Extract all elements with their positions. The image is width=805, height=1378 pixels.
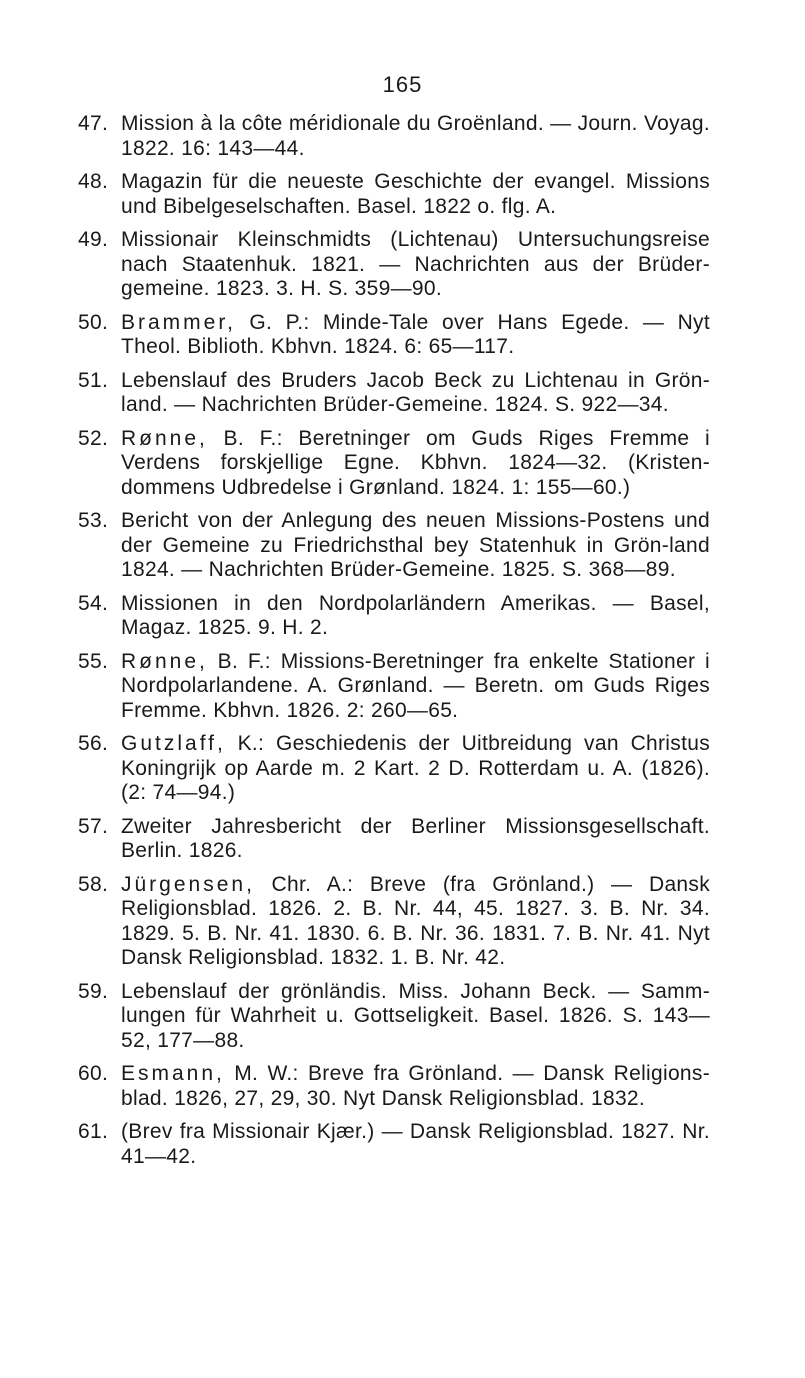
bibliography-entry [78,509,710,583]
bibliography-entry [78,732,710,806]
entry-text: Missionen in den Nordpolarländern Amerikas. — Basel, Magaz. 1825. 9. H. 2. [121,591,710,639]
bibliography-entry [78,1062,710,1111]
entry-author: Jürgensen, [121,872,255,896]
entry-author: Gutzlaff, [121,732,226,755]
entry-number: 49. [78,228,109,251]
entry-text: M. W.: Breve fra Grönland. — Dansk Religions-blad. 1826, 27, 29, 30. Nyt Dansk Religionsblad. 1832. [121,1062,710,1110]
bibliography-entry [78,980,710,1054]
entry-author: Esmann, [121,1062,225,1085]
entry-text: G. P.: Minde-Tale over Hans Egede. — Nyt Theol. Biblioth. Kbhvn. 1824. 6: 65—117. [121,310,710,358]
entry-number: 55. [78,649,109,673]
entry-number: 61. [78,1120,109,1143]
bibliography-entry [78,228,710,302]
entry-number: 51. [78,368,109,392]
entry-text: Zweiter Jahresbericht der Berliner Missionsgesellschaft. Berlin. 1826. [121,814,710,862]
bibliography-entry [78,650,710,724]
entry-author: Rønne, [121,426,208,450]
entry-text: B. F.: Missions-Beretninger fra enkelte Stationer i Nordpolarlandene. A. Grønland. — Beretn. om Guds Riges Fremme. Kbhvn. 1826. 2: 260—65. [121,649,710,722]
bibliography-entry [78,170,710,219]
bibliography-entry [78,592,710,641]
entry-number: 48. [78,170,109,193]
entry-number: 54. [78,591,109,615]
entry-text: Missionair Kleinschmidts (Lichtenau) Untersuchungsreise nach Staatenhuk. 1821. — Nachrichten aus der Brüder-gemeine. 1823. 3. H. S. 359—90. [121,228,710,300]
entry-text: (Brev fra Missionair Kjær.) — Dansk Religionsblad. 1827. Nr. 41—42. [121,1120,710,1168]
entry-number: 50. [78,310,109,334]
entry-text: Lebenslauf des Bruders Jacob Beck zu Lichtenau in Grön-land. — Nachrichten Brüder-Gemeine. 1824. S. 922—34. [121,368,710,416]
bibliography-entry [78,369,710,418]
bibliography-entry [78,873,710,971]
bibliography-entry [78,311,710,360]
entry-number: 47. [78,112,109,135]
bibliography-entry [78,427,710,501]
entry-text: Mission à la côte méridionale du Groënland. — Journ. Voyag. 1822. 16: 143—44. [121,112,710,160]
entry-text: Chr. A.: Breve (fra Grönland.) — Dansk Religionsblad. 1826. 2. B. Nr. 44, 45. 1827. 3. B. Nr. 34. 1829. 5. B. Nr. 41. 1830. 6. B. Nr. 36. 1831. 7. B. Nr. 41. Nyt Dansk Religionsblad. 1832. 1. B. Nr. 42. [121,872,710,969]
entry-number: 58. [78,872,109,896]
entry-number: 56. [78,732,109,755]
entry-number: 57. [78,814,109,838]
entry-number: 53. [78,509,109,532]
entry-number: 60. [78,1062,109,1085]
entry-number: 59. [78,979,109,1003]
entry-text: Lebenslauf der grönländis. Miss. Johann Beck. — Samm-lungen für Wahrheit u. Gottseligkeit. Basel. 1826. S. 143—52, 177—88. [121,979,710,1052]
bibliography-list [78,112,710,1178]
entry-author: Rønne, [121,649,208,673]
page-number: 165 [382,72,423,97]
bibliography-entry [78,1120,710,1169]
entry-number: 52. [78,426,109,450]
entry-text: Bericht von der Anlegung des neuen Missions-Postens und der Gemeine zu Friedrichsthal bey Statenhuk in Grön-land 1824. — Nachrichten Brüder-Gemeine. 1825. S. 368—89. [121,509,710,581]
bibliography-entry [78,112,710,161]
entry-author: Brammer, [121,310,237,334]
entry-text: K.: Geschiedenis der Uitbreidung van Christus Koningrijk op Aarde m. 2 Kart. 2 D. Rotterdam u. A. (1826). (2: 74—94.) [121,732,710,804]
bibliography-entry [78,815,710,864]
entry-text: B. F.: Beretninger om Guds Riges Fremme i Verdens forskjellige Egne. Kbhvn. 1824—32. (Kristen-dommens Udbredelse i Grønland. 1824. 1: 155—60.) [121,426,710,499]
entry-text: Magazin für die neueste Geschichte der evangel. Missions und Bibelgeselschaften. Basel. 1822 o. flg. A. [121,170,710,218]
